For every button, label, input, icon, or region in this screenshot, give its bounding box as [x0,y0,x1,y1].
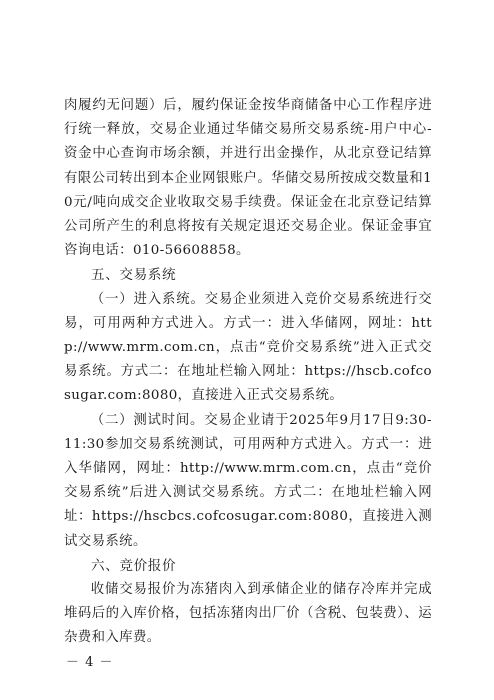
document-body [64,94,432,651]
page-number: － 4 － [66,655,114,670]
section-heading-bidding-quote: 六、竞价报价 [91,557,177,574]
paragraph-quote-definition: 收储交易报价为冻猪肉入到承储企业的储存冷库并完成堆码后的入库价格，包括冻猪肉出厂价（含税、包装费）、运杂费和入库费。 [64,582,432,646]
paragraph-system-access: （一）进入系统。交易企业须进入竞价交易系统进行交易，可用两种方式进入。方式一：进入华储网，网址：http://www.mrm.com.cn，点击“竞价交易系统”进入正式交易系统。方式二：在地址栏输入网址：https://hscb.cofcosugar.com:8080，直接进入正式交易系统。 [64,291,432,404]
paragraph-margin-settlement: 肉履约无问题）后，履约保证金按华商储备中心工作程序进行统一释放，交易企业通过华储交易所交易系统-用户中心-资金中心查询市场余额，并进行出金操作，从北京登记结算有限公司转出到本企业网银账户。华储交易所按成交数量和10元/吨向成交企业收取交易手续费。保证金在北京登记结算公司所产生的利息将按有关规定退还交易企业。保证金事宜咨询电话：010-56608858。 [64,98,432,259]
paragraph-test-time: （二）测试时间。交易企业请于2025年9月17日9:30-11:30参加交易系统测试，可用两种方式进入。方式一：进入华储网，网址：http://www.mrm.com.cn，点击“竞价交易系统”后进入测试交易系统。方式二：在地址栏输入网址：https://hscbcs.cofcosugar.com:8080，直接进入测试交易系统。 [64,412,432,549]
section-heading-trading-system: 五、交易系统 [91,267,177,284]
